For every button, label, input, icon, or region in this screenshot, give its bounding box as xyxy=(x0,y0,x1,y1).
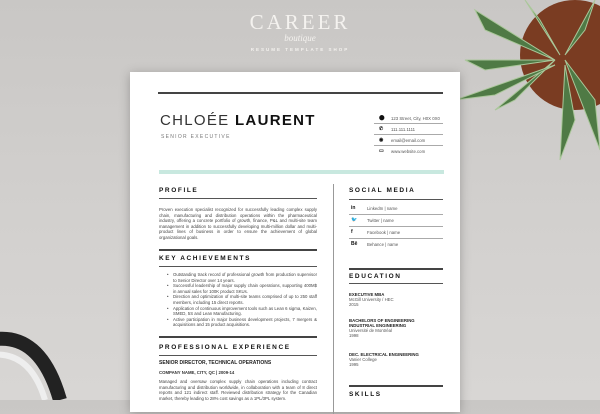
location-pin-icon: ⬤ xyxy=(379,115,385,121)
brand-tagline: RESUME TEMPLATE SHOP xyxy=(250,47,350,52)
facebook-icon: f xyxy=(351,229,353,235)
social-item: Behance | name xyxy=(367,241,399,247)
job-title: SENIOR DIRECTOR, TECHNICAL OPERATIONS xyxy=(159,360,272,366)
achievement-item: • Active participation in major business development projects, 7 mergers & acquisitions and 15 product acquisitions. xyxy=(167,317,317,328)
first-name: CHLOÉE xyxy=(160,112,230,129)
education-year: 2015 xyxy=(349,302,359,307)
contact-divider xyxy=(374,145,443,146)
education-year: 1998 xyxy=(349,333,359,338)
education-school: Université de Montréal xyxy=(349,328,392,333)
last-name: LAURENT xyxy=(234,112,316,129)
social-heading: SOCIAL MEDIA xyxy=(349,187,416,194)
experience-heading: PROFESSIONAL EXPERIENCE xyxy=(159,344,291,351)
education-school: McGill University / HEC xyxy=(349,297,394,302)
column-divider xyxy=(333,184,334,414)
brand-title: CAREER xyxy=(249,10,351,34)
plant-decoration xyxy=(455,0,600,170)
achievement-item: • Application of continuous improvement tools such as Lean 6 sigma, Kaizen, SMED, 5S and Lean Manufacturing. xyxy=(167,306,317,317)
education-heading: EDUCATION xyxy=(349,273,402,280)
social-divider xyxy=(349,238,443,239)
twitter-icon: 🐦 xyxy=(351,217,358,223)
company: COMPANY NAME, CITY, QC | 2009-14 xyxy=(159,370,235,375)
headphones-decoration xyxy=(0,300,80,400)
profile-text: Proven execution specialist recognized for successfully leading complex supply chain, manufacturing and distribution operations within the pharmaceutical industry, offering a concrete portfolio of growth, finance, P&L and multi-site team management in addition to successfully developing multi-million dollar and multi-product lines of business in order to ensure the achievement of global organizational goals. xyxy=(159,207,317,240)
resume-page xyxy=(130,72,460,412)
email-icon: ◉ xyxy=(379,137,384,143)
brand-script: boutique xyxy=(284,33,316,43)
job-role: SENIOR EXECUTIVE xyxy=(161,134,231,140)
achievement-item: • Successful leadership of major supply chain operations, supporting 400M$ in annual sales for 100K product SKUs. xyxy=(167,283,317,294)
achievements-list xyxy=(167,272,317,328)
education-school: Vanier College xyxy=(349,357,377,362)
social-divider xyxy=(349,214,443,215)
education-degree: BACHELORS OF ENGINEERING INDUSTRIAL ENGINEERING xyxy=(349,318,415,328)
contact-divider xyxy=(374,134,443,135)
contact-item: 111.111.1111 xyxy=(391,126,416,132)
linkedin-icon: in xyxy=(351,205,356,211)
contact-divider xyxy=(374,123,443,124)
contact-item: 123 Street, City, H0X 0X0 xyxy=(391,115,440,121)
contact-item: email@email.com xyxy=(391,137,426,143)
education-degree: EXECUTIVE MBA xyxy=(349,292,385,297)
experience-text: Managed and oversaw complex supply chain operations including contract manufacturing and distribution worldwide, in collaboration with a team of 8 direct reports and 121 indirect staff. Reviewed distribution strategy for the Canadian market, thereby leading to 28% cost savings as a 1PL/3PL system. xyxy=(159,379,317,401)
contact-item: www.website.com xyxy=(391,148,426,154)
monitor-icon: ▭ xyxy=(379,148,384,154)
education-year: 1995 xyxy=(349,362,359,367)
achievements-heading: KEY ACHIEVEMENTS xyxy=(159,255,252,262)
education-degree: DEC. ELECTRICAL ENGINEERING xyxy=(349,352,419,357)
profile-heading: PROFILE xyxy=(159,187,199,194)
social-divider xyxy=(349,226,443,227)
name xyxy=(160,112,316,129)
skills-heading: SKILLS xyxy=(349,391,382,398)
behance-icon: Bē xyxy=(351,241,358,247)
phone-icon: ✆ xyxy=(379,126,384,132)
social-item: LinkedIn | name xyxy=(367,205,398,211)
achievement-item: • Direction and optimization of multi-site teams comprised of up to 250 staff members, including 15 direct reports. xyxy=(167,294,317,305)
accent-bar xyxy=(159,170,444,174)
social-item: Facebook | name xyxy=(367,229,401,235)
social-item: Twitter | name xyxy=(367,217,394,223)
achievement-item: • Outstanding track record of professional growth from production supervisor to Senior Director over 14 years. xyxy=(167,272,317,283)
